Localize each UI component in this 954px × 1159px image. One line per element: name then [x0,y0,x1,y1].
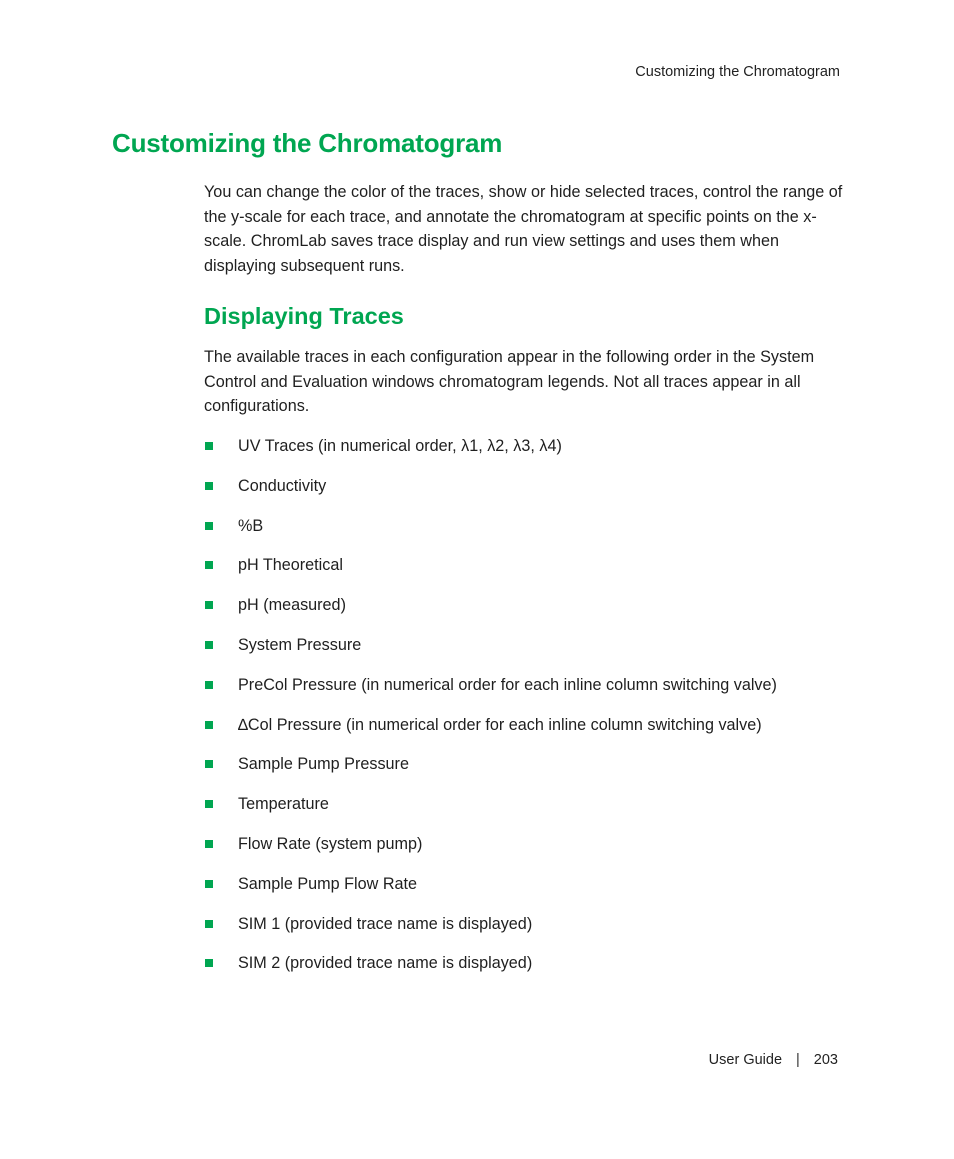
list-item [204,514,777,554]
list-item-text: Sample Pump Flow Rate [238,874,418,893]
list-item-text: PreCol Pressure (in numerical order for each inline column switching valve) [238,675,777,694]
list-item [204,951,777,991]
list-item-text: Temperature [238,795,329,814]
square-bullet-icon [205,959,213,967]
page-number: 203 [813,1052,838,1068]
list-item-text: pH Theoretical [238,556,343,575]
page-footer [709,1052,838,1068]
footer-guide-label: User Guide [708,1052,783,1068]
list-item-text: System Pressure [238,635,362,654]
square-bullet-icon [205,442,213,450]
list-item [204,434,777,474]
square-bullet-icon [205,561,213,569]
square-bullet-icon [205,721,213,729]
list-item [204,912,777,952]
square-bullet-icon [205,880,213,888]
list-item-text: Flow Rate (system pump) [238,834,423,853]
square-bullet-icon [205,681,213,689]
list-item [204,832,777,872]
list-item-text: Sample Pump Pressure [238,755,409,774]
list-item-text: Conductivity [238,476,327,495]
list-item [204,713,777,753]
list-item-text: pH (measured) [238,596,346,615]
square-bullet-icon [205,522,213,530]
list-item-text: SIM 1 (provided trace name is displayed) [238,914,533,933]
list-item-text: ∆Col Pressure (in numerical order for each inline column switching valve) [238,715,762,734]
subsection-title: Displaying Traces [204,303,404,329]
square-bullet-icon [205,840,213,848]
square-bullet-icon [205,760,213,768]
traces-paragraph: The available traces in each configuration appear in the following order in the System Control and Evaluation windows chromatogram legends. Not all traces appear in all configurations. [204,348,815,416]
list-item [204,872,777,912]
list-item [204,553,777,593]
list-item [204,673,777,713]
list-item-text: %B [238,516,264,535]
footer-separator: | [796,1052,800,1068]
list-item-text: UV Traces (in numerical order, λ1, λ2, λ3, λ4) [238,437,562,455]
running-head: Customizing the Chromatogram [635,64,840,80]
square-bullet-icon [205,482,213,490]
list-item [204,593,777,633]
trace-list [204,434,777,991]
list-item [204,792,777,832]
list-item [204,474,777,514]
list-item [204,752,777,792]
section-title: Customizing the Chromatogram [112,128,503,158]
square-bullet-icon [205,601,213,609]
list-item [204,633,777,673]
square-bullet-icon [205,920,213,928]
square-bullet-icon [205,800,213,808]
intro-paragraph: You can change the color of the traces, show or hide selected traces, control the range of the y-scale for each trace, and annotate the chromatogram at specific points on the x-scale. ChromLab saves trace display and run view settings and uses them when displaying subsequent runs. [204,183,843,276]
list-item-text: SIM 2 (provided trace name is displayed) [238,954,533,973]
square-bullet-icon [205,641,213,649]
